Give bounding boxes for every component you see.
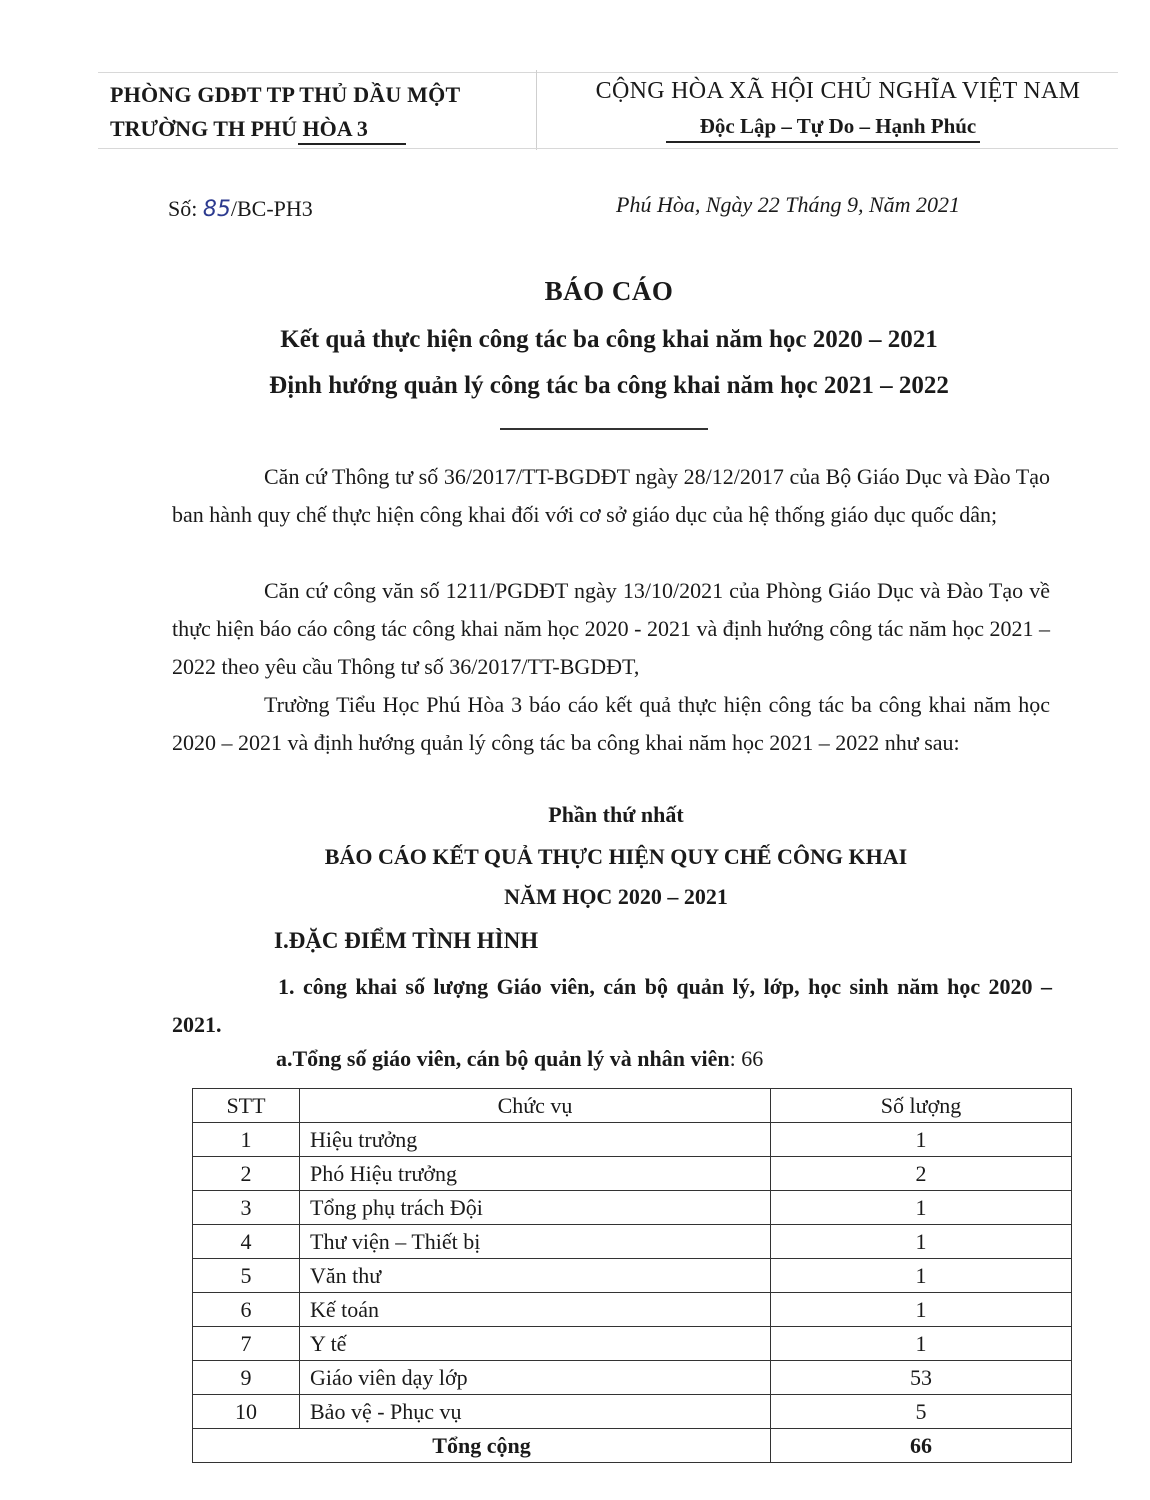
cell-stt: 3	[193, 1191, 300, 1225]
document-header	[98, 70, 1118, 150]
paragraph-legal-basis-2: Căn cứ công văn số 1211/PGDĐT ngày 13/10/2021 của Phòng Giáo Dục và Đào Tạo về thực hiện báo cáo công tác công khai năm học 2020 - 2021 và định hướng công tác năm học 2021 – 2022 theo yêu cầu Thông tư số 36/2017/TT-BGDĐT,	[172, 578, 1050, 679]
table-row	[193, 1361, 1072, 1395]
cell-quantity: 1	[771, 1327, 1072, 1361]
cell-position: Hiệu trưởng	[300, 1123, 771, 1157]
school-name-underline	[298, 143, 406, 145]
table-row	[193, 1157, 1072, 1191]
cell-position: Văn thư	[300, 1259, 771, 1293]
part-heading: Phần thứ nhất	[548, 802, 684, 827]
cell-position: Kế toán	[300, 1293, 771, 1327]
table-total-row	[193, 1429, 1072, 1463]
cell-quantity: 1	[771, 1225, 1072, 1259]
section-heading: BÁO CÁO KẾT QUẢ THỰC HIỆN QUY CHẾ CÔNG KHAI	[324, 844, 908, 869]
title-divider	[500, 428, 708, 430]
total-value: 66	[771, 1429, 1072, 1463]
cell-stt: 2	[193, 1157, 300, 1191]
motto-underline	[666, 141, 980, 143]
cell-stt: 6	[193, 1293, 300, 1327]
reference-number-handwritten: 85	[202, 197, 231, 222]
cell-stt: 10	[193, 1395, 300, 1429]
table-row	[193, 1293, 1072, 1327]
cell-stt: 4	[193, 1225, 300, 1259]
paragraph-legal-basis-1: Căn cứ Thông tư số 36/2017/TT-BGDĐT ngày 28/12/2017 của Bộ Giáo Dục và Đào Tạo ban hành quy chế thực hiện công khai đối với cơ sở giáo dục của hệ thống giáo dục quốc dân;	[172, 464, 1050, 527]
item-a-line	[276, 1046, 763, 1072]
subsection-heading: I.ĐẶC ĐIỂM TÌNH HÌNH	[274, 928, 539, 953]
document-title: BÁO CÁO	[544, 276, 674, 306]
table-row	[193, 1225, 1072, 1259]
document-reference	[168, 196, 313, 222]
cell-position: Bảo vệ - Phục vụ	[300, 1395, 771, 1429]
cell-stt: 5	[193, 1259, 300, 1293]
issuing-department: PHÒNG GDĐT TP THỦ DẦU MỘT	[110, 82, 461, 107]
table-row	[193, 1191, 1072, 1225]
cell-quantity: 1	[771, 1191, 1072, 1225]
item-a-label: a.Tổng số giáo viên, cán bộ quản lý và nhân viên	[276, 1046, 730, 1071]
paragraph-introduction: Trường Tiểu Học Phú Hòa 3 báo cáo kết quả thực hiện công tác ba công khai năm học 2020 – 2021 và định hướng quản lý công tác ba công khai năm học 2021 – 2022 như sau:	[172, 692, 1050, 755]
table-row	[193, 1259, 1072, 1293]
cell-position: Phó Hiệu trưởng	[300, 1157, 771, 1191]
cell-quantity: 5	[771, 1395, 1072, 1429]
cell-stt: 1	[193, 1123, 300, 1157]
cell-stt: 7	[193, 1327, 300, 1361]
cell-quantity: 1	[771, 1259, 1072, 1293]
total-label: Tổng cộng	[193, 1429, 771, 1463]
cell-quantity: 53	[771, 1361, 1072, 1395]
document-subtitle-2: Định hướng quản lý công tác ba công khai năm học 2021 – 2022	[269, 372, 949, 399]
staff-table	[192, 1088, 1072, 1463]
cell-position: Thư viện – Thiết bị	[300, 1225, 771, 1259]
school-name: TRƯỜNG TH PHÚ HÒA 3	[110, 116, 368, 141]
table-row	[193, 1123, 1072, 1157]
header-stt: STT	[193, 1089, 300, 1123]
header-bottom-rule	[98, 148, 1118, 149]
document-subtitle-1: Kết quả thực hiện công tác ba công khai năm học 2020 – 2021	[280, 326, 938, 353]
header-quantity: Số lượng	[771, 1089, 1072, 1123]
cell-quantity: 2	[771, 1157, 1072, 1191]
table-row	[193, 1327, 1072, 1361]
cell-quantity: 1	[771, 1293, 1072, 1327]
item-1-heading: 1. công khai số lượng Giáo viên, cán bộ quản lý, lớp, học sinh năm học 2020 – 2021.	[172, 974, 1052, 1037]
section-year: NĂM HỌC 2020 – 2021	[504, 884, 728, 909]
reference-suffix: /BC-PH3	[230, 196, 313, 221]
table-row	[193, 1395, 1072, 1429]
item-a-value: : 66	[729, 1046, 764, 1071]
reference-prefix: Số:	[168, 196, 203, 221]
cell-position: Y tế	[300, 1327, 771, 1361]
table-header-row	[193, 1089, 1072, 1123]
cell-position: Tổng phụ trách Đội	[300, 1191, 771, 1225]
cell-quantity: 1	[771, 1123, 1072, 1157]
cell-position: Giáo viên dạy lớp	[300, 1361, 771, 1395]
cell-stt: 9	[193, 1361, 300, 1395]
document-date: Phú Hòa, Ngày 22 Tháng 9, Năm 2021	[616, 192, 961, 217]
national-title: CỘNG HÒA XÃ HỘI CHỦ NGHĨA VIỆT NAM	[595, 78, 1081, 104]
header-position: Chức vụ	[300, 1089, 771, 1123]
header-left-block	[98, 70, 537, 150]
national-motto: Độc Lập – Tự Do – Hạnh Phúc	[699, 114, 977, 138]
